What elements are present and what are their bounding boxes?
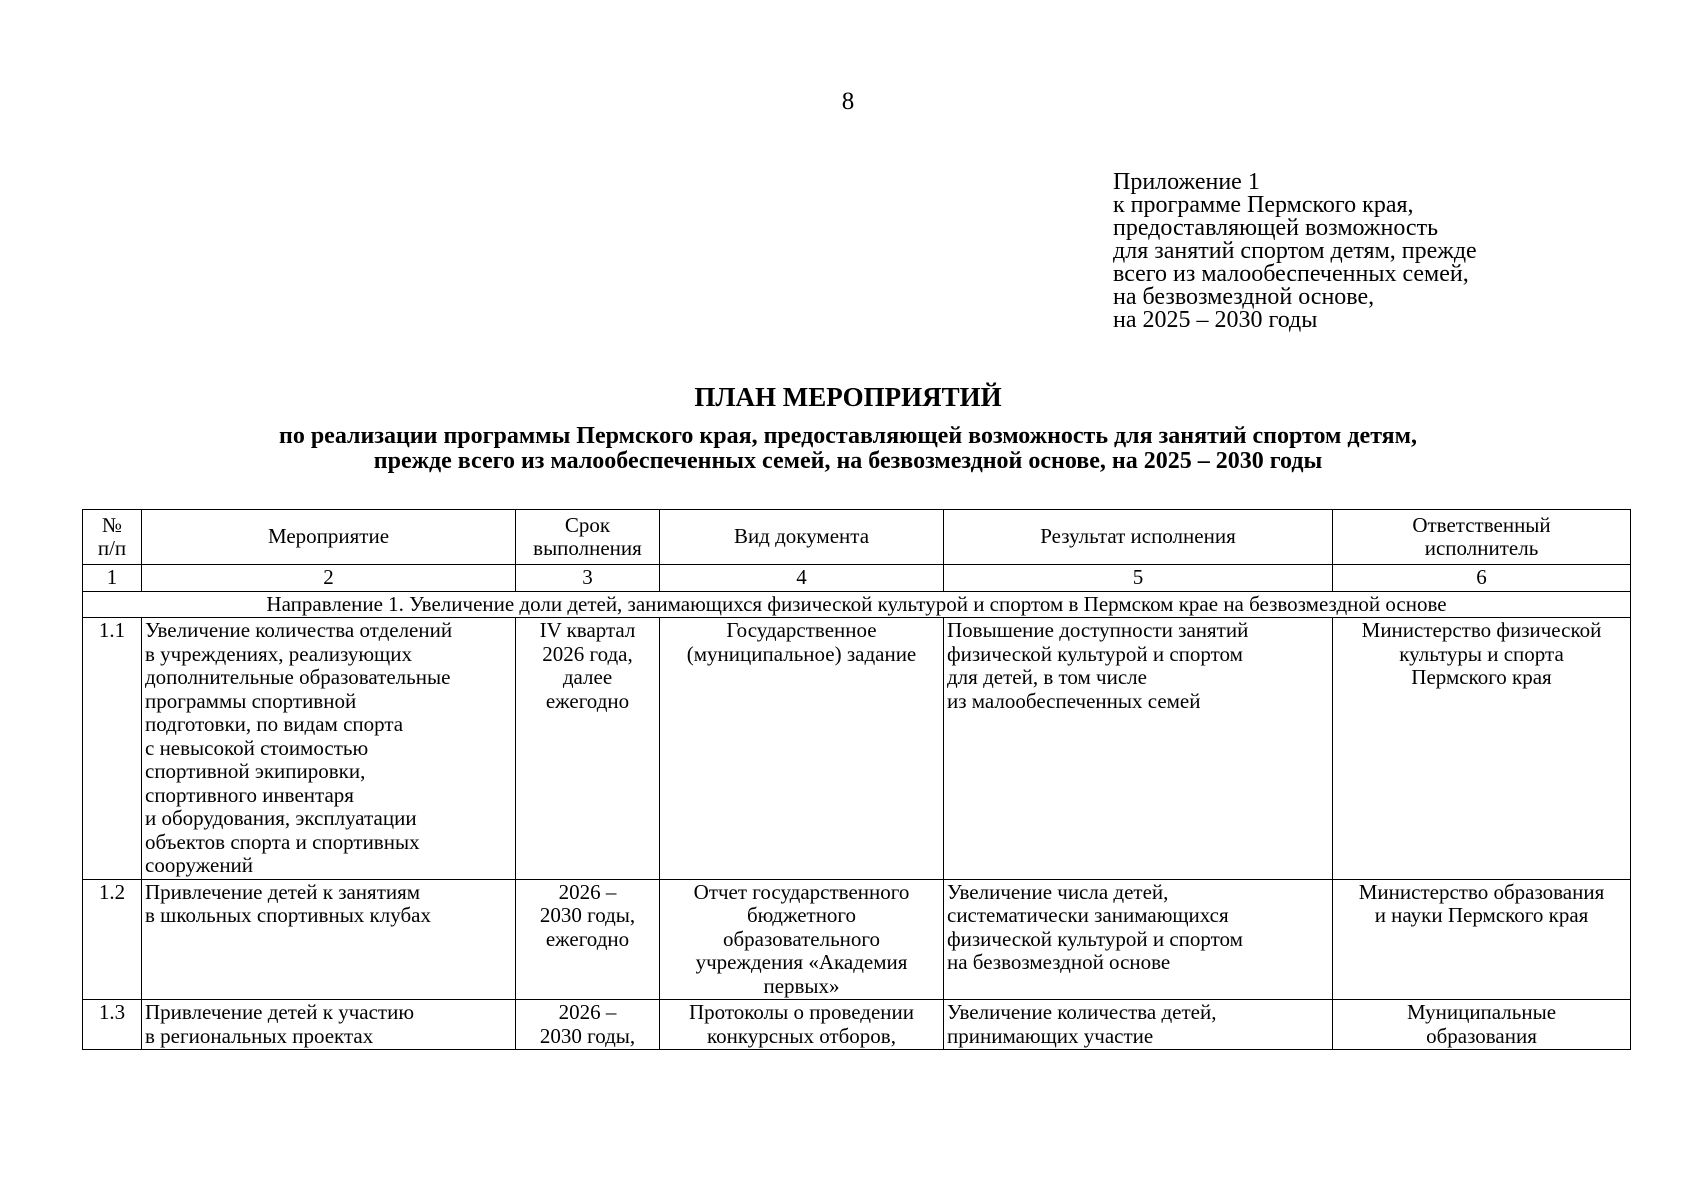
cell-line: подготовки, по видам спорта: [145, 712, 404, 736]
responsible-cell: [1333, 618, 1631, 880]
cell-line: Муниципальные: [1406, 1000, 1557, 1024]
header-number-line: п/п: [97, 536, 127, 560]
doc-type-cell: [660, 1000, 944, 1050]
header-term-line: выполнения: [533, 536, 642, 560]
cell-line: культуры и спорта: [1399, 641, 1564, 666]
cell-line: 2026 –: [558, 879, 617, 904]
cell-line: в учреждениях, реализующих: [145, 641, 412, 666]
cell-line: Государственное: [726, 618, 877, 642]
document-subtitle: [0, 424, 1696, 474]
header-term: [516, 510, 660, 565]
cell-line: первых»: [763, 973, 840, 998]
header-doc-type: Вид документа: [660, 510, 944, 565]
row-index: 1.1: [83, 618, 142, 880]
cell-line: ежегодно: [545, 688, 630, 713]
cell-line: 2026 –: [558, 1000, 617, 1024]
column-number: 5: [944, 565, 1333, 592]
cell-line: далее: [562, 665, 613, 689]
plan-table: [82, 509, 1631, 1050]
cell-line: физической культурой и спортом: [947, 641, 1243, 666]
cell-line: из малообеспеченных семей: [947, 688, 1201, 713]
cell-line: Увеличение числа детей,: [947, 879, 1169, 904]
cell-line: систематически занимающихся: [947, 903, 1229, 927]
cell-line: Увеличение количества отделений: [145, 618, 453, 642]
cell-line: в региональных проектах: [145, 1023, 374, 1048]
row-index: 1.2: [83, 879, 142, 1000]
doc-type-cell: [660, 618, 944, 880]
cell-line: IV квартал: [539, 618, 636, 642]
cell-line: принимающих участие: [947, 1023, 1154, 1048]
cell-line: Повышение доступности занятий: [947, 618, 1249, 642]
header-number: [83, 510, 142, 565]
responsible-cell: [1333, 879, 1631, 1000]
cell-line: на безвозмездной основе: [947, 950, 1171, 974]
cell-line: Министерство физической: [1361, 618, 1602, 642]
cell-line: Протоколы о проведении: [688, 1000, 915, 1024]
subtitle-line-2: прежде всего из малообеспеченных семей, на безвозмездной основе, на 2025 – 2030 годы: [373, 448, 1323, 474]
document-title: ПЛАН МЕРОПРИЯТИЙ: [694, 382, 1002, 412]
appendix-line: для занятий спортом детям, прежде: [1113, 238, 1477, 264]
header-result: Результат исполнения: [944, 510, 1333, 565]
column-number: 4: [660, 565, 944, 592]
cell-line: 2030 годы,: [539, 903, 636, 927]
column-number-row: [83, 565, 1631, 592]
cell-line: физической культурой и спортом: [947, 926, 1243, 951]
appendix-line: на 2025 – 2030 годы: [1113, 307, 1318, 333]
cell-line: ежегодно: [545, 926, 630, 951]
event-cell: [142, 879, 516, 1000]
result-cell: [944, 879, 1333, 1000]
term-cell: [516, 618, 660, 880]
responsible-cell: [1333, 1000, 1631, 1050]
subtitle-line-1: по реализации программы Пермского края, предоставляющей возможность для занятий спортом детям,: [278, 423, 1418, 449]
cell-line: в школьных спортивных клубах: [145, 903, 431, 927]
header-term-line: Срок: [564, 512, 611, 537]
cell-line: сооружений: [145, 853, 254, 877]
cell-line: с невысокой стоимостью: [145, 735, 369, 760]
direction-row: [83, 591, 1631, 618]
cell-line: Увеличение количества детей,: [947, 1000, 1217, 1024]
cell-line: объектов спорта и спортивных: [145, 829, 420, 854]
column-number: 3: [516, 565, 660, 592]
event-cell: [142, 618, 516, 880]
header-event: Мероприятие: [142, 510, 516, 565]
appendix-line: на безвозмездной основе,: [1113, 284, 1375, 310]
result-cell: [944, 618, 1333, 880]
table-row: [83, 1000, 1631, 1050]
term-cell: [516, 1000, 660, 1050]
cell-line: (муниципальное) задание: [686, 641, 917, 666]
cell-line: учреждения «Академия: [695, 950, 908, 974]
cell-line: образовательного: [723, 926, 880, 951]
cell-line: программы спортивной: [145, 688, 357, 713]
cell-line: Привлечение детей к участию: [145, 1000, 415, 1024]
table-header-row: [83, 510, 1631, 565]
cell-line: спортивного инвентаря: [145, 782, 354, 807]
cell-line: бюджетного: [746, 903, 857, 927]
column-number: 6: [1333, 565, 1631, 592]
column-number: 2: [142, 565, 516, 592]
term-cell: [516, 879, 660, 1000]
cell-line: и науки Пермского края: [1374, 903, 1589, 927]
cell-line: Министерство образования: [1358, 879, 1605, 904]
appendix-line: к программе Пермского края,: [1113, 192, 1414, 218]
cell-line: 2026 года,: [542, 641, 633, 666]
event-cell: [142, 1000, 516, 1050]
header-responsible-line: исполнитель: [1424, 536, 1539, 560]
cell-line: для детей, в том числе: [947, 665, 1147, 689]
cell-line: образования: [1426, 1023, 1537, 1048]
cell-line: конкурсных отборов,: [707, 1023, 896, 1048]
header-responsible: [1333, 510, 1631, 565]
column-number: 1: [83, 565, 142, 592]
cell-line: Отчет государственного: [693, 879, 910, 904]
appendix-line: Приложение 1: [1113, 169, 1260, 195]
table-row: [83, 618, 1631, 880]
result-cell: [944, 1000, 1333, 1050]
table-row: [83, 879, 1631, 1000]
row-index: 1.3: [83, 1000, 142, 1050]
header-number-line: №: [101, 512, 123, 537]
cell-line: и оборудования, эксплуатации: [145, 806, 417, 830]
appendix-line: всего из малообеспеченных семей,: [1113, 261, 1469, 287]
cell-line: спортивной экипировки,: [145, 759, 366, 783]
direction-heading: Направление 1. Увеличение доли детей, занимающихся физической культурой и спортом в Пермском крае на безвозмездной основе: [83, 591, 1631, 618]
doc-type-cell: [660, 879, 944, 1000]
appendix-line: предоставляющей возможность: [1113, 215, 1439, 241]
cell-line: Пермского края: [1411, 665, 1552, 689]
cell-line: 2030 годы,: [539, 1023, 636, 1048]
page-number: 8: [841, 88, 855, 115]
cell-line: дополнительные образовательные: [145, 665, 451, 689]
appendix-block: [1113, 171, 1673, 332]
cell-line: Привлечение детей к занятиям: [145, 879, 421, 904]
header-responsible-line: Ответственный: [1412, 512, 1551, 537]
